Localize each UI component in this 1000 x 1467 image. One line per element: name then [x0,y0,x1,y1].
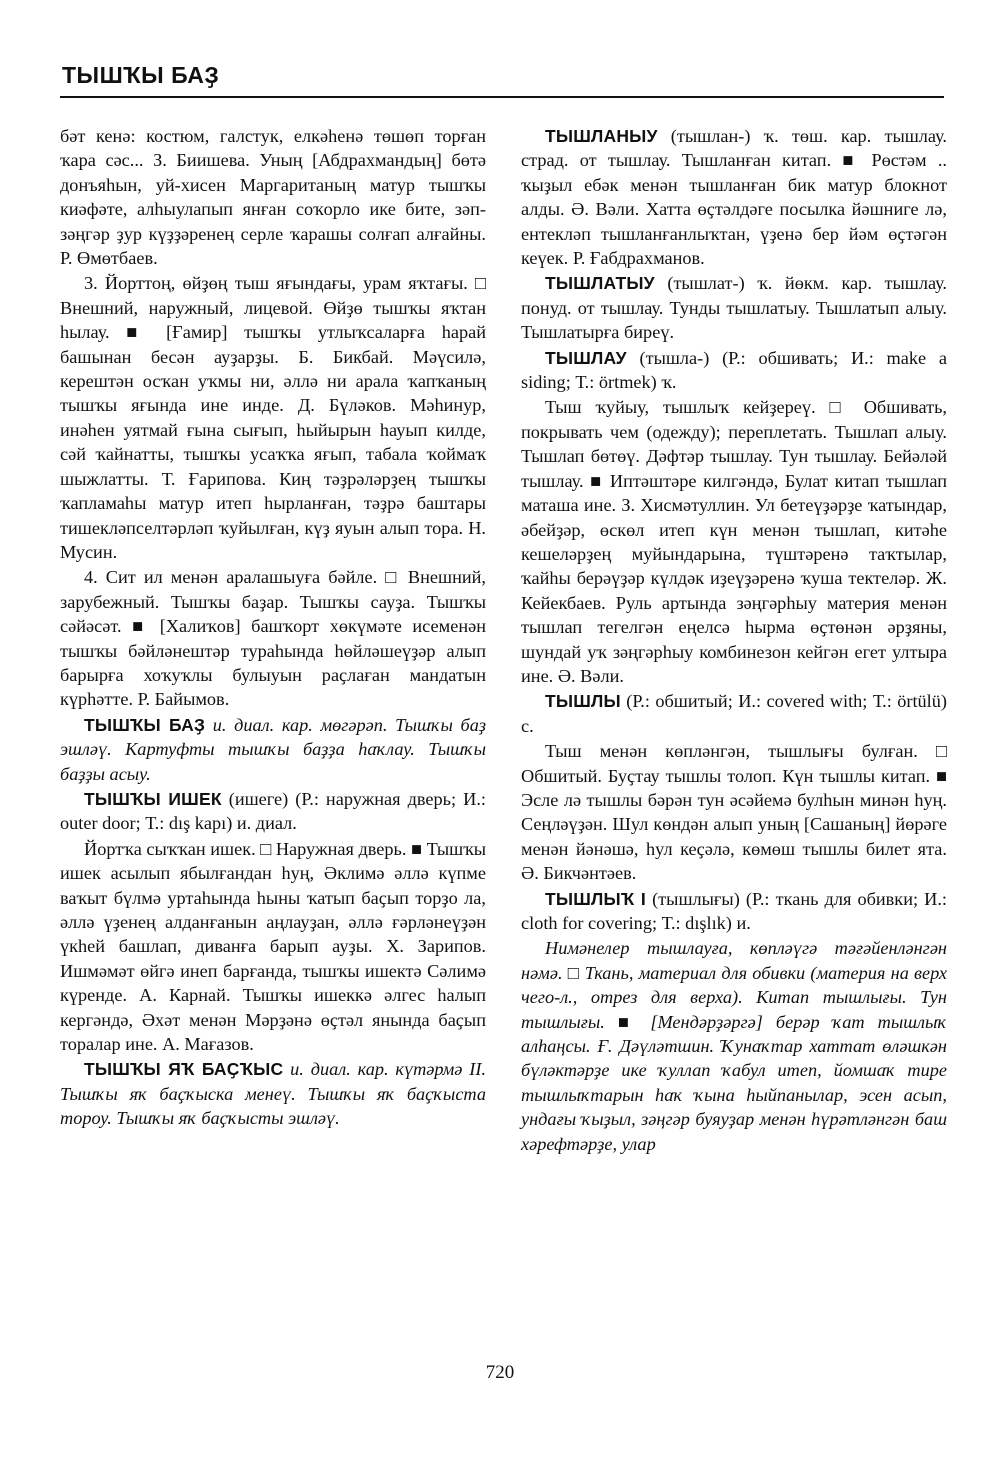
entry-tyshky-ishek [60,787,486,836]
entry-text: 4. Сит ил менән аралашыуға бәйле. □ Внешний, зарубежный. Тышҡы баҙар. Тышҡы сауҙа. Тышҡы сәйәсәт. ■ [Халиҡов] башҡорт хөкүмәте исеменән тышҡы бәйләнештәр тураһында һөйләшеүҙәр алып барырға хоҡуҡлы булыуын раҫлаған мандатын күрһәтте. Р. Байымов. [60,567,486,710]
running-head: ТЫШҠЫ БАҘ [62,62,220,88]
entry-tyshky-baz [60,713,486,786]
left-column [60,124,486,1132]
entry-continuation [60,124,486,270]
entry-text: (тышлан-) ҡ. төш. кар. тышлау. страд. от тышлау. Тышланған китап. ■ Рөстәм .. ҡыҙыл ебәк менән тышланған бик матур блокнот алды. Ә. Вәли. Хатта өҫтәлдәге посылка йәшниге лә, ентекләп тышланғанлыҡтан, үҙенә бер йәм өҫтәгән кеүек. Р. Ғабдрахманов. [521,126,947,269]
entry-text: Йортҡа сыҡҡан ишек. □ Наружная дверь. ■ Тышҡы ишек асылып ябылғандан һуң, Әклимә әллә күпме ваҡыт бүлмә уртаһында һыны ҡатып баҫып торҙо ла, әллә үҙенең алданғанын аңлауҙан, әллә ғәрләнеүҙән үкһей башлап, диванға барып ауҙы. Х. Зарипов. Ишмәмәт өйгә инеп барғанда, тышҡы ишектә Сәлимә күренде. А. Карнай. Тышҡы ишеккә әлгес һалып кергәндә, Әхәт менән Мәрҙәнә өҫтәл янында баҫып торалар ине. А. Мағазов. [60,838,486,1055]
entry-tyshly [521,689,947,738]
headword: ТЫШЛАНЫУ [545,126,658,146]
headword: ТЫШЛЫ [545,691,621,712]
entry-definition [521,739,947,885]
entry-tyshlyk [521,887,947,936]
headword: ТЫШҠЫ ЯҠ БАҪҠЫС [84,1059,284,1080]
entry-text: 3. Йорттоң, өйҙөң тыш яғындағы, урам яҡтағы. □ Внешний, наружный, лицевой. Өйҙө тышҡы яҡтан һылау. ■ [Ғамир] тышҡы утлыҡсаларға һарай башынан бесән ауҙарҙы. Б. Бикбай. Мәүсилә, керештән осҡан уҡмы ни, әллә ни арала ҡапҡаның тышҡы яғында ине инде. Д. Бүләков. Мәһинур, инәһен уятмай ғына сығып, һыйырын һауып килде, сәй ҡайнатты, тышҡы усаҡҡа яғып, табала ҡоймаҡ шыжлатты. Т. Ғарипова. Киң тәҙрәләрҙең тышҡы ҡапламаһы матур итеп һырланған, тәҙрә баштары тишекләпселтәрләп ҡуйылған, күҙ яуын алып тора. Н. Мусин. [60,273,486,562]
entry-definition [60,837,486,1057]
entry-text: (тышлат-) ҡ. йөкм. кар. тышлау. понуд. от тышлау. Тунды тышлатыу. Тышлатып алыу. Тышлатырға бирeү. [521,273,948,343]
headword: ТЫШЛЫҠ I [545,888,646,909]
sense-3 [60,271,486,564]
entry-definition [521,936,947,1156]
entry-text: и. диал. кар. мөгәрәп. Тышҡы баҙ эшләү. Картуфты тышҡы баҙҙа һаҡлау. Тышҡы баҙҙы асыу. [60,714,486,784]
entry-text: Нимәнелер тышлауға, көпләүгә тәғәйенләнгән нәмә. □ Ткань, материал для обивки (материя на верх чего-л., отрез для верха). Китап тышлығы. Тун тышлығы. ■ [Мендәрҙәргә] берәр ҡат тышлыҡ алһаңсы. Ғ. Дәүләтшин. Ҡунаҡтар хаттат өләшкән бүләктәрҙе ике ҡуллап ҡабул итеп, йомшаҡ тире тышлыҡтарын һаҡ ҡына һыйпанылар, эсен асып, ундағы ҡыҙыл, зәңгәр буяуҙар менән һүрәтләнгән баш хәрефтәрҙе, улар [521,938,947,1154]
headword: ТЫШЛАУ [545,347,627,368]
entry-text: и. диал. кар. күтәрмә II. Тышҡы яҡ баҫҡыска менеү. Тышҡы яҡ баҫҡыста тороу. Тышҡы яҡ баҫҡысты эшләү. [60,1059,487,1129]
headword: ТЫШҠЫ ИШЕК [84,788,222,809]
headword: ТЫШЛАТЫУ [545,273,655,294]
sense-4 [60,565,486,711]
headword: ТЫШҠЫ БАҘ [84,714,206,735]
entry-text: бәт кенә: костюм, галстук, елкәһенә төшөп торған ҡара сәс... З. Биишева. Уның [Абдрахмандың] бөтә донъяһын, уй-хисен Маргаританың матур тышҡы киәфәте, алһыулапып янған соҡорло ике бите, зәп-зәңгәр ҙур күҙҙәренең серле ҡарашы солғап алғайны. Р. Өмөтбаев. [60,126,486,269]
right-column [521,124,947,1157]
entry-text: Тыш ҡуйыу, тышлыҡ кейҙереү. □ Обшивать, покрывать чем (одежду); переплетать. Тышлап алыу. Тышлап бөтөү. Дәфтәр тышлау. Тун тышлау. Бейәләй тышлау. ■ Иптәштәре килгәндә, Булат китап тышлап маташа ине. З. Хисмәтуллин. Ул бетеүҙәрҙе ҡатындар, әбейҙәр, өскөл итеп күн менән тышлап, китәһе кешеләрҙең муйындарына, түштәренә таҡтылар, ҡайһы берәүҙәр күлдәк иҙеүҙәренә ҡуша тектеләр. Ж. Кейекбаев. Руль артында зәңгәрһыу материя менән тышлап тегелгән еңелсә һырма өҫтөнән әрҙяны, шундай уҡ зәңгәрһыу комбинезон кейгән егет ултыра ине. Ә. Вәли. [521,397,947,686]
entry-definition [521,395,947,688]
page-number: 720 [485,1362,515,1383]
header-rule [60,96,944,98]
entry-text: (ишеге) (Р.: наружная дверь; И.: outer door; Т.: dış kapı) и. диал. [60,788,486,834]
entry-text: Тыш менән көпләнгән, тышлығы булған. □ Обшитый. Буҫтау тышлы толоп. Күн тышлы китап. ■ Эсле лә тышлы бәрән тун әсәйемә булһын минән һуң. Сеңләүҙән. Шул көндән алып уның [Сашаның] йөрәге менән йәнәшә, һул кеҫәлә, көмөш тышлы билет ята. Ә. Бикчәнтәев. [521,741,947,884]
entry-text: (Р.: обшитый; И.: covered with; Т.: örtülü) с. [521,691,947,736]
entry-tyshlanyu [521,124,947,270]
entry-tyshlau [521,346,947,395]
entry-tyshlatyu [521,271,947,344]
entry-text: (тышлығы) (Р.: ткань для обивки; И.: cloth for covering; Т.: dışlık) и. [521,888,948,933]
entry-text: (тышла-) (Р.: обшивать; И.: make a siding; Т.: örtmek) ҡ. [521,347,947,393]
entry-tyshky-yak-basqys [60,1057,486,1130]
